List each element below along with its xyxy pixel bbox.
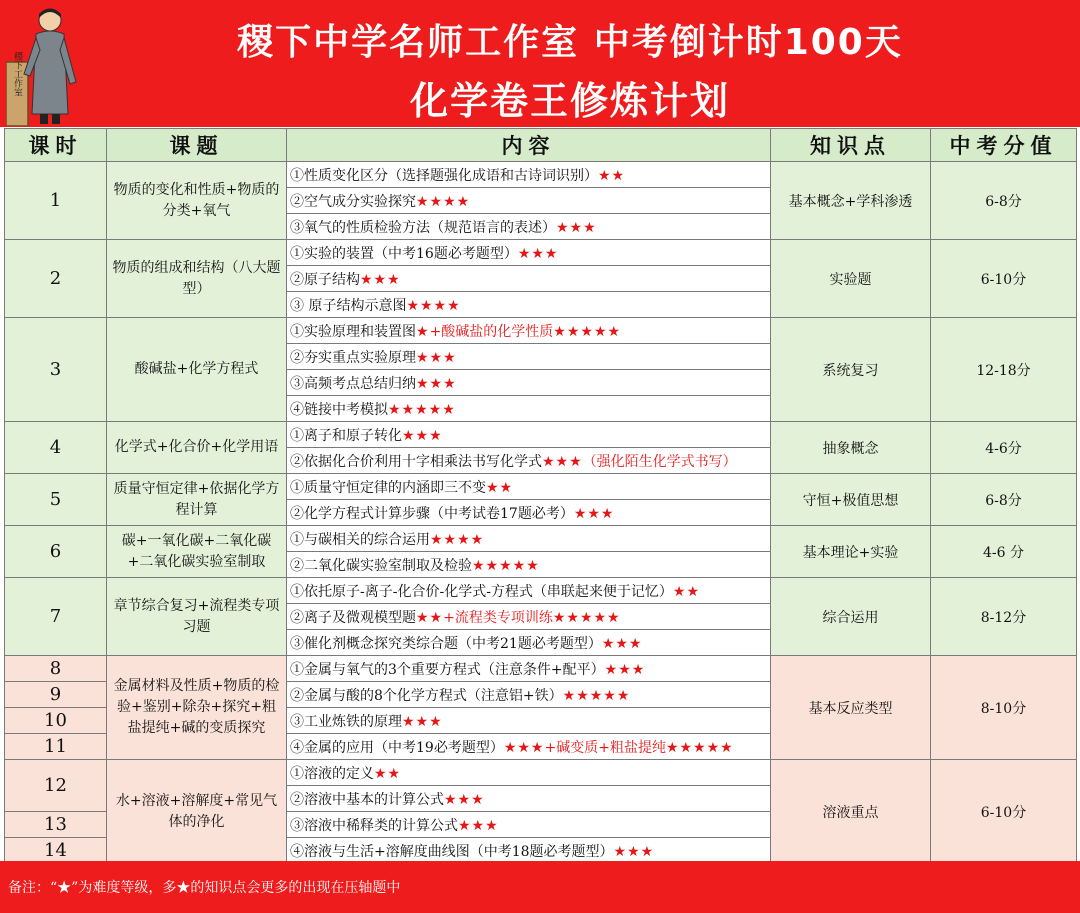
content-item: ①质量守恒定律的内涵即三不变★★ bbox=[287, 474, 771, 500]
difficulty-stars: ★★★★ bbox=[406, 297, 461, 314]
lesson-number: 6 bbox=[5, 526, 107, 578]
content-item: ②空气成分实验探究★★★★ bbox=[287, 188, 771, 214]
difficulty-stars: ★★★★★ bbox=[388, 401, 456, 418]
knowledge-cell: 基本概念+学科渗透 bbox=[771, 162, 931, 240]
lesson-number: 11 bbox=[5, 734, 107, 760]
lesson-number: 13 bbox=[5, 812, 107, 838]
content-item: ②金属与酸的8个化学方程式（注意铝+铁）★★★★★ bbox=[287, 682, 771, 708]
table-row bbox=[5, 656, 1077, 682]
table-row bbox=[5, 240, 1077, 266]
difficulty-stars: ★ bbox=[416, 323, 430, 340]
difficulty-stars: ★★ bbox=[598, 167, 626, 184]
highlight-text: +碱变质+粗盐提纯 bbox=[544, 739, 666, 756]
content-item: ③氧气的性质检验方法（规范语言的表述）★★★ bbox=[287, 214, 771, 240]
content-item: ①实验的装置（中考16题必考题型）★★★ bbox=[287, 240, 771, 266]
topic-cell: 质量守恒定律+依据化学方程计算 bbox=[107, 474, 287, 526]
difficulty-stars: ★★★★★ bbox=[562, 687, 631, 704]
highlight-text: +流程类专项训练 bbox=[443, 609, 553, 626]
knowledge-cell: 抽象概念 bbox=[771, 422, 931, 474]
column-header-lesson: 课时 bbox=[5, 129, 107, 162]
difficulty-stars: ★★★ bbox=[360, 271, 401, 288]
content-item: ①金属与氧气的3个重要方程式（注意条件+配平）★★★ bbox=[287, 656, 771, 682]
difficulty-stars: ★★★★★ bbox=[472, 557, 540, 574]
content-item: ②化学方程式计算步骤（中考试卷17题必考）★★★ bbox=[287, 500, 771, 526]
content-item: ②二氧化碳实验室制取及检验★★★★★ bbox=[287, 552, 771, 578]
lesson-number: 2 bbox=[5, 240, 107, 318]
content-item: ①离子和原子转化★★★ bbox=[287, 422, 771, 448]
content-item: ③高频考点总结归纳★★★ bbox=[287, 370, 771, 396]
table-header-row bbox=[5, 129, 1077, 162]
content-item: ①与碳相关的综合运用★★★★ bbox=[287, 526, 771, 552]
lesson-number: 14 bbox=[5, 838, 107, 864]
knowledge-cell: 守恒+极值思想 bbox=[771, 474, 931, 526]
difficulty-stars: ★★★ bbox=[573, 505, 615, 522]
table-row bbox=[5, 578, 1077, 604]
study-plan-table bbox=[4, 128, 1077, 864]
score-cell: 4-6分 bbox=[931, 422, 1077, 474]
lesson-number: 10 bbox=[5, 708, 107, 734]
table-row bbox=[5, 162, 1077, 188]
content-item: ①溶液的定义★★ bbox=[287, 760, 771, 786]
topic-cell: 酸碱盐+化学方程式 bbox=[107, 318, 287, 422]
lesson-number: 1 bbox=[5, 162, 107, 240]
content-item: ①依托原子-离子-化合价-化学式-方程式（串联起来便于记忆）★★ bbox=[287, 578, 771, 604]
difficulty-stars: ★★★ bbox=[542, 453, 583, 470]
title-line-1: 稷下中学名师工作室 中考倒计时100天 bbox=[237, 22, 903, 63]
content-item: ③催化剂概念探究类综合题（中考21题必考题型）★★★ bbox=[287, 630, 771, 656]
content-item: ③溶液中稀释类的计算公式★★★ bbox=[287, 812, 771, 838]
plaque-text: 稷下工作室 bbox=[12, 51, 22, 97]
column-header-content: 内容 bbox=[287, 129, 771, 162]
topic-cell: 水+溶液+溶解度+常见气体的净化 bbox=[107, 760, 287, 864]
difficulty-stars: ★★★ bbox=[402, 427, 443, 444]
content-item: ①性质变化区分（选择题强化成语和古诗词识别）★★ bbox=[287, 162, 771, 188]
difficulty-stars: ★★★ bbox=[601, 635, 643, 652]
score-cell: 8-10分 bbox=[931, 656, 1077, 760]
table-row bbox=[5, 474, 1077, 500]
teacher-figure-illustration bbox=[6, 4, 96, 126]
difficulty-stars: ★★ bbox=[486, 479, 514, 496]
lesson-number: 8 bbox=[5, 656, 107, 682]
lesson-number: 12 bbox=[5, 760, 107, 812]
difficulty-stars: ★★★★ bbox=[430, 531, 485, 548]
content-item: ③ 原子结构示意图★★★★ bbox=[287, 292, 771, 318]
difficulty-stars: ★★★ bbox=[503, 739, 545, 756]
topic-cell: 碳+一氧化碳+二氧化碳+二氧化碳实验室制取 bbox=[107, 526, 287, 578]
topic-cell: 物质的变化和性质+物质的分类+氧气 bbox=[107, 162, 287, 240]
difficulty-stars: ★★ bbox=[416, 609, 444, 626]
difficulty-stars: ★★★ bbox=[444, 791, 485, 808]
highlight-text: +酸碱盐的化学性质 bbox=[429, 323, 554, 340]
knowledge-cell: 系统复习 bbox=[771, 318, 931, 422]
knowledge-cell: 基本反应类型 bbox=[771, 656, 931, 760]
header-banner bbox=[0, 0, 1080, 127]
lesson-number: 3 bbox=[5, 318, 107, 422]
score-cell: 6-8分 bbox=[931, 162, 1077, 240]
column-header-topic: 课题 bbox=[107, 129, 287, 162]
score-cell: 12-18分 bbox=[931, 318, 1077, 422]
footer-note-bar bbox=[0, 861, 1080, 913]
lesson-number: 9 bbox=[5, 682, 107, 708]
difficulty-stars: ★★★ bbox=[402, 713, 443, 730]
difficulty-stars: ★★★★★ bbox=[665, 739, 734, 756]
difficulty-stars: ★★★★★ bbox=[553, 323, 622, 340]
table-row bbox=[5, 422, 1077, 448]
knowledge-cell: 基本理论+实验 bbox=[771, 526, 931, 578]
column-header-knowledge: 知识点 bbox=[771, 129, 931, 162]
score-cell: 6-8分 bbox=[931, 474, 1077, 526]
title-line-2: 化学卷王修炼计划 bbox=[409, 79, 730, 123]
difficulty-stars: ★★★ bbox=[517, 245, 559, 262]
content-item: ④金属的应用（中考19必考题型）★★★+碱变质+粗盐提纯★★★★★ bbox=[287, 734, 771, 760]
highlight-text: （强化陌生化学式书写） bbox=[582, 453, 737, 470]
content-item: ②溶液中基本的计算公式★★★ bbox=[287, 786, 771, 812]
column-header-score: 中考分值 bbox=[931, 129, 1077, 162]
difficulty-stars: ★★★ bbox=[613, 843, 655, 860]
lesson-number: 5 bbox=[5, 474, 107, 526]
topic-cell: 章节综合复习+流程类专项习题 bbox=[107, 578, 287, 656]
content-item: ④溶液与生活+溶解度曲线图（中考18题必考题型）★★★ bbox=[287, 838, 771, 864]
difficulty-stars: ★★ bbox=[672, 583, 701, 600]
score-cell: 6-10分 bbox=[931, 240, 1077, 318]
difficulty-stars: ★★★★★ bbox=[552, 609, 621, 626]
content-item: ④链接中考模拟★★★★★ bbox=[287, 396, 771, 422]
content-item: ②夯实重点实验原理★★★ bbox=[287, 344, 771, 370]
table-row bbox=[5, 318, 1077, 344]
table-row bbox=[5, 760, 1077, 786]
topic-cell: 金属材料及性质+物质的检验+鉴别+除杂+探究+粗盐提纯+碱的变质探究 bbox=[107, 656, 287, 760]
content-item: ③工业炼铁的原理★★★ bbox=[287, 708, 771, 734]
knowledge-cell: 综合运用 bbox=[771, 578, 931, 656]
content-item: ②离子及微观模型题★★+流程类专项训练★★★★★ bbox=[287, 604, 771, 630]
score-cell: 8-12分 bbox=[931, 578, 1077, 656]
lesson-number: 4 bbox=[5, 422, 107, 474]
topic-cell: 化学式+化合价+化学用语 bbox=[107, 422, 287, 474]
content-item: ②原子结构★★★ bbox=[287, 266, 771, 292]
difficulty-stars: ★★★ bbox=[416, 375, 457, 392]
knowledge-cell: 实验题 bbox=[771, 240, 931, 318]
difficulty-stars: ★★ bbox=[374, 765, 402, 782]
knowledge-cell: 溶液重点 bbox=[771, 760, 931, 864]
difficulty-stars: ★★★★ bbox=[416, 193, 471, 210]
footer-note: 备注：“★”为难度等级，多★的知识点会更多的出现在压轴题中 bbox=[8, 880, 401, 896]
difficulty-stars: ★★★ bbox=[458, 817, 499, 834]
content-item: ②依据化合价利用十字相乘法书写化学式★★★（强化陌生化学式书写） bbox=[287, 448, 771, 474]
content-item: ①实验原理和装置图★+酸碱盐的化学性质★★★★★ bbox=[287, 318, 771, 344]
score-cell: 6-10分 bbox=[931, 760, 1077, 864]
difficulty-stars: ★★★ bbox=[416, 349, 457, 366]
difficulty-stars: ★★★ bbox=[604, 661, 646, 678]
lesson-number: 7 bbox=[5, 578, 107, 656]
topic-cell: 物质的组成和结构（八大题型） bbox=[107, 240, 287, 318]
score-cell: 4-6 分 bbox=[931, 526, 1077, 578]
difficulty-stars: ★★★ bbox=[556, 219, 597, 236]
table-row bbox=[5, 526, 1077, 552]
